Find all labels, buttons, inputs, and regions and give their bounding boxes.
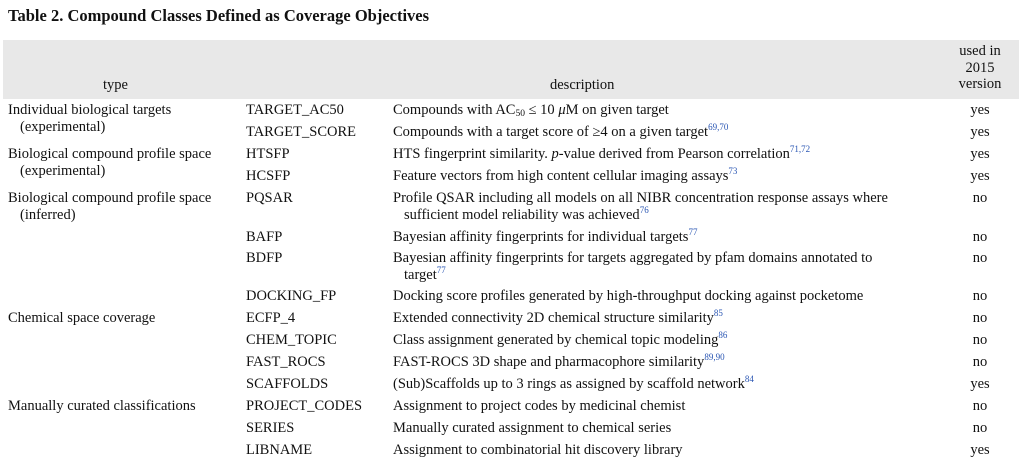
reference-link[interactable]: 76: [639, 204, 649, 215]
header-used-line1: used in: [959, 43, 1001, 59]
desc-text: Extended connectivity 2D chemical structure similarity: [393, 310, 714, 326]
description-cell: [393, 190, 938, 223]
code-cell: PROJECT_CODES: [246, 398, 363, 414]
used-cell: yes: [970, 442, 990, 458]
reference-link[interactable]: 69,70: [708, 122, 729, 132]
description-cell: [393, 146, 938, 163]
description-cell: [393, 376, 938, 393]
desc-text: HTS fingerprint similarity.: [393, 146, 552, 162]
reference-link[interactable]: 84: [744, 374, 754, 384]
description-cell: [393, 229, 938, 246]
reference-link[interactable]: 73: [728, 166, 738, 176]
desc-line2-wrap: [393, 264, 938, 284]
description-cell: [393, 124, 938, 141]
desc-subscript: 50: [515, 109, 525, 119]
reference-link[interactable]: 77: [688, 227, 698, 237]
reference-link[interactable]: 85: [713, 308, 723, 318]
type-cell: [8, 146, 211, 179]
description-cell: [393, 442, 938, 459]
desc-text: (Sub)Scaffolds up to 3 rings as assigned by scaffold network: [393, 376, 745, 392]
used-cell: yes: [970, 124, 990, 140]
used-cell: yes: [970, 102, 990, 118]
type-line1: Manually curated classifications: [8, 398, 196, 414]
used-cell: no: [972, 250, 988, 266]
desc-line2: target: [404, 266, 437, 283]
type-line1: Chemical space coverage: [8, 310, 156, 326]
used-cell: no: [972, 354, 988, 370]
desc-italic: p: [551, 146, 559, 162]
type-cell: [8, 102, 171, 135]
description-cell: [393, 168, 938, 185]
table-header-band: [3, 40, 1019, 99]
used-cell: no: [972, 310, 988, 326]
table-caption: Table 2. Compound Classes Defined as Coverage Objectives: [8, 6, 430, 25]
code-cell: CHEM_TOPIC: [246, 332, 337, 348]
header-type: type: [103, 77, 128, 93]
header-description: description: [550, 77, 615, 93]
used-cell: yes: [970, 146, 990, 162]
used-cell: no: [972, 332, 988, 348]
code-cell: SERIES: [246, 420, 295, 436]
desc-line2-wrap: [393, 204, 938, 224]
description-cell: [393, 332, 938, 349]
reference-link[interactable]: 89,90: [704, 352, 725, 362]
type-line1: Biological compound profile space: [8, 146, 212, 162]
desc-mu: μ: [558, 102, 566, 118]
code-cell: PQSAR: [246, 190, 293, 206]
code-cell: DOCKING_FP: [246, 288, 337, 304]
used-cell: no: [972, 229, 988, 245]
desc-text-2: ≤ 10: [524, 102, 559, 118]
header-used-line3: version: [958, 76, 1002, 92]
desc-text: Feature vectors from high content cellular imaging assays: [393, 168, 729, 184]
desc-text: FAST-ROCS 3D shape and pharmacophore similarity: [393, 354, 705, 370]
reference-link[interactable]: 86: [718, 330, 728, 340]
used-cell: no: [972, 288, 988, 304]
code-cell: HTSFP: [246, 146, 290, 162]
type-line1: Biological compound profile space: [8, 190, 212, 206]
type-line1: Individual biological targets: [8, 102, 172, 118]
desc-text: Class assignment generated by chemical topic modeling: [393, 332, 719, 348]
desc-text: Manually curated assignment to chemical series: [393, 420, 672, 436]
used-cell: yes: [970, 168, 990, 184]
used-cell: yes: [970, 376, 990, 392]
code-cell: FAST_ROCS: [246, 354, 326, 370]
type-line2: (experimental): [20, 118, 106, 135]
code-cell: HCSFP: [246, 168, 291, 184]
header-used-in-2015: [946, 43, 1014, 93]
description-cell: [393, 310, 938, 327]
type-line2: (experimental): [20, 162, 106, 179]
desc-text-2: -value derived from Pearson correlation: [558, 146, 790, 162]
desc-text: Compounds with AC: [393, 102, 516, 118]
desc-text: Assignment to project codes by medicinal chemist: [393, 398, 686, 414]
description-cell: [393, 398, 938, 415]
desc-line2: sufficient model reliability was achieved: [404, 206, 640, 223]
type-cell: [8, 190, 211, 223]
type-cell: [8, 398, 196, 415]
desc-text-3: M on given target: [565, 102, 669, 118]
code-cell: BAFP: [246, 229, 283, 245]
code-cell: TARGET_AC50: [246, 102, 344, 118]
code-cell: ECFP_4: [246, 310, 296, 326]
desc-line1: Bayesian affinity fingerprints for targets aggregated by pfam domains annotated to: [393, 250, 873, 266]
reference-link[interactable]: 71,72: [789, 144, 811, 154]
used-cell: no: [972, 420, 988, 436]
description-cell: [393, 420, 938, 437]
header-used-line2: 2015: [965, 59, 995, 76]
description-cell: [393, 354, 938, 371]
code-cell: BDFP: [246, 250, 283, 266]
code-cell: SCAFFOLDS: [246, 376, 329, 392]
type-cell: [8, 310, 155, 327]
reference-link[interactable]: 77: [436, 264, 446, 275]
used-cell: no: [972, 398, 988, 414]
code-cell: LIBNAME: [246, 442, 313, 458]
used-cell: no: [972, 190, 988, 206]
desc-line1: Profile QSAR including all models on all NIBR concentration response assays where: [393, 190, 888, 206]
code-cell: TARGET_SCORE: [246, 124, 357, 140]
desc-text: Assignment to combinatorial hit discovery library: [393, 442, 683, 458]
desc-text: Compounds with a target score of ≥4 on a given target: [393, 124, 709, 140]
description-cell: [393, 288, 938, 305]
description-cell: [393, 250, 938, 283]
description-cell: [393, 102, 938, 119]
desc-text: Bayesian affinity fingerprints for individual targets: [393, 229, 689, 245]
desc-text: Docking score profiles generated by high-throughput docking against pocketome: [393, 288, 864, 304]
type-line2: (inferred): [20, 206, 76, 223]
